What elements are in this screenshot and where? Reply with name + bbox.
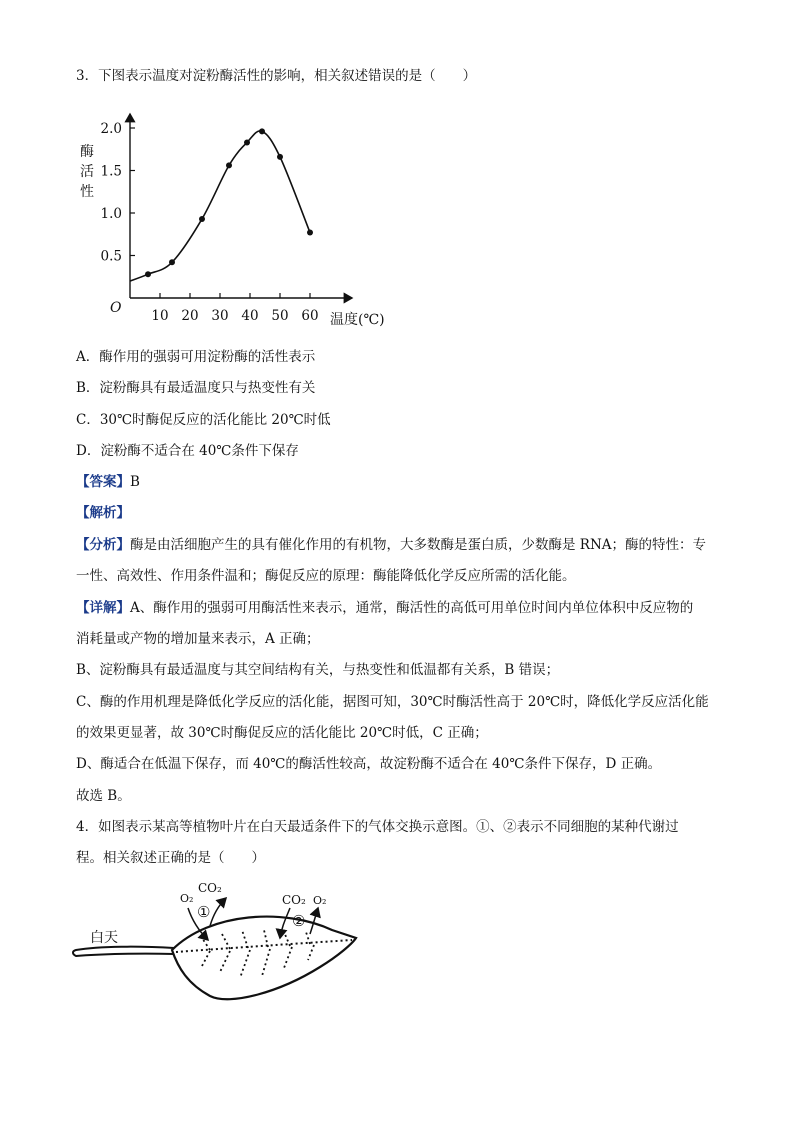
data-point xyxy=(244,139,250,145)
o2-left-label: O₂ xyxy=(180,892,194,905)
q3-option-a: A．酶作用的强弱可用淀粉酶的活性表示 xyxy=(76,349,316,365)
data-point xyxy=(277,154,283,160)
circle-2-label: ② xyxy=(292,912,306,930)
activity-curve xyxy=(130,131,310,281)
xiangjie-line-a1 xyxy=(76,598,693,618)
enzyme-activity-chart xyxy=(70,108,400,333)
data-point xyxy=(169,259,175,265)
co2-right-label: CO₂ xyxy=(282,893,306,907)
data-point xyxy=(259,128,265,134)
x-tick-label: 40 xyxy=(241,308,259,324)
x-tick-label: 60 xyxy=(301,308,319,324)
y-axis-label: 酶活性 xyxy=(80,144,94,200)
x-tick-label: 30 xyxy=(211,308,229,324)
leaf-blade xyxy=(172,917,356,1000)
daytime-label: 白天 xyxy=(90,930,118,946)
xiangjie-text-a1: A、酶作用的强弱可用酶活性来表示，通常，酶活性的高低可用单位时间内单位体积中反应物的 xyxy=(130,600,694,616)
analysis-heading xyxy=(76,503,130,523)
origin-label: O xyxy=(110,300,122,316)
o2-right-label: O₂ xyxy=(313,894,327,907)
x-tick-label: 50 xyxy=(271,308,289,324)
fenxi-text-1: 酶是由活细胞产生的具有催化作用的有机物，大多数酶是蛋白质，少数酶是 RNA；酶的特性：专 xyxy=(130,537,707,553)
circle-1-label: ① xyxy=(197,903,211,921)
x-tick-label: 10 xyxy=(151,308,169,324)
analysis-tag: 【解析】 xyxy=(76,505,130,521)
q3-option-c: C．30℃时酶促反应的活化能比 20℃时低 xyxy=(76,412,331,428)
q3-stem: 3．下图表示温度对淀粉酶活性的影响，相关叙述错误的是（ ） xyxy=(76,68,477,84)
data-point xyxy=(226,162,232,168)
y-tick-label: 1.0 xyxy=(100,206,122,222)
fenxi-line-1 xyxy=(76,535,706,555)
xiangjie-line-b: B、淀粉酶具有最适温度与其空间结构有关，与热变性和低温都有关系，B 错误； xyxy=(76,662,560,678)
q3-option-b: B．淀粉酶具有最适温度只与热变性有关 xyxy=(76,380,316,396)
fenxi-tag: 【分析】 xyxy=(76,537,130,553)
y-tick-label: 0.5 xyxy=(100,248,122,265)
y-tick-label: 2.0 xyxy=(100,121,122,137)
fenxi-line-2: 一性、高效性、作用条件温和；酶促反应的原理：酶能降低化学反应所需的活化能。 xyxy=(76,568,576,584)
xiangjie-line-a2: 消耗量或产物的增加量来表示，A 正确； xyxy=(76,631,320,647)
answer-tag: 【答案】 xyxy=(76,474,130,490)
data-point xyxy=(199,216,205,222)
data-point xyxy=(145,271,151,277)
answer-line xyxy=(76,472,140,492)
q3-option-d: D．淀粉酶不适合在 40℃条件下保存 xyxy=(76,443,299,459)
y-tick-label: 1.5 xyxy=(100,163,122,180)
q4-stem-2: 程。相关叙述正确的是（ ） xyxy=(76,850,265,866)
answer-value: B xyxy=(130,474,140,490)
x-axis-label: 温度(℃) xyxy=(330,312,385,328)
q4-stem-1: 4．如图表示某高等植物叶片在白天最适条件下的气体交换示意图。①、②表示不同细胞的某种代谢过 xyxy=(76,819,679,835)
co2-left-label: CO₂ xyxy=(198,881,222,895)
xiangjie-tag: 【详解】 xyxy=(76,600,130,616)
conclusion-line: 故选 B。 xyxy=(76,788,131,804)
data-point xyxy=(307,230,313,236)
leaf-petiole xyxy=(73,947,174,956)
xiangjie-line-c2: 的效果更显著，故 30℃时酶促反应的活化能比 20℃时低，C 正确； xyxy=(76,725,488,741)
x-tick-label: 20 xyxy=(181,308,199,324)
xiangjie-line-d: D、酶适合在低温下保存，而 40℃的酶活性较高，故淀粉酶不适合在 40℃条件下保存，D 正确。 xyxy=(76,756,662,772)
xiangjie-line-c1: C、酶的作用机理是降低化学反应的活化能，据图可知，30℃时酶活性高于 20℃时，降低化学反应活化能 xyxy=(76,694,709,710)
leaf-gas-exchange-diagram xyxy=(70,872,370,1012)
